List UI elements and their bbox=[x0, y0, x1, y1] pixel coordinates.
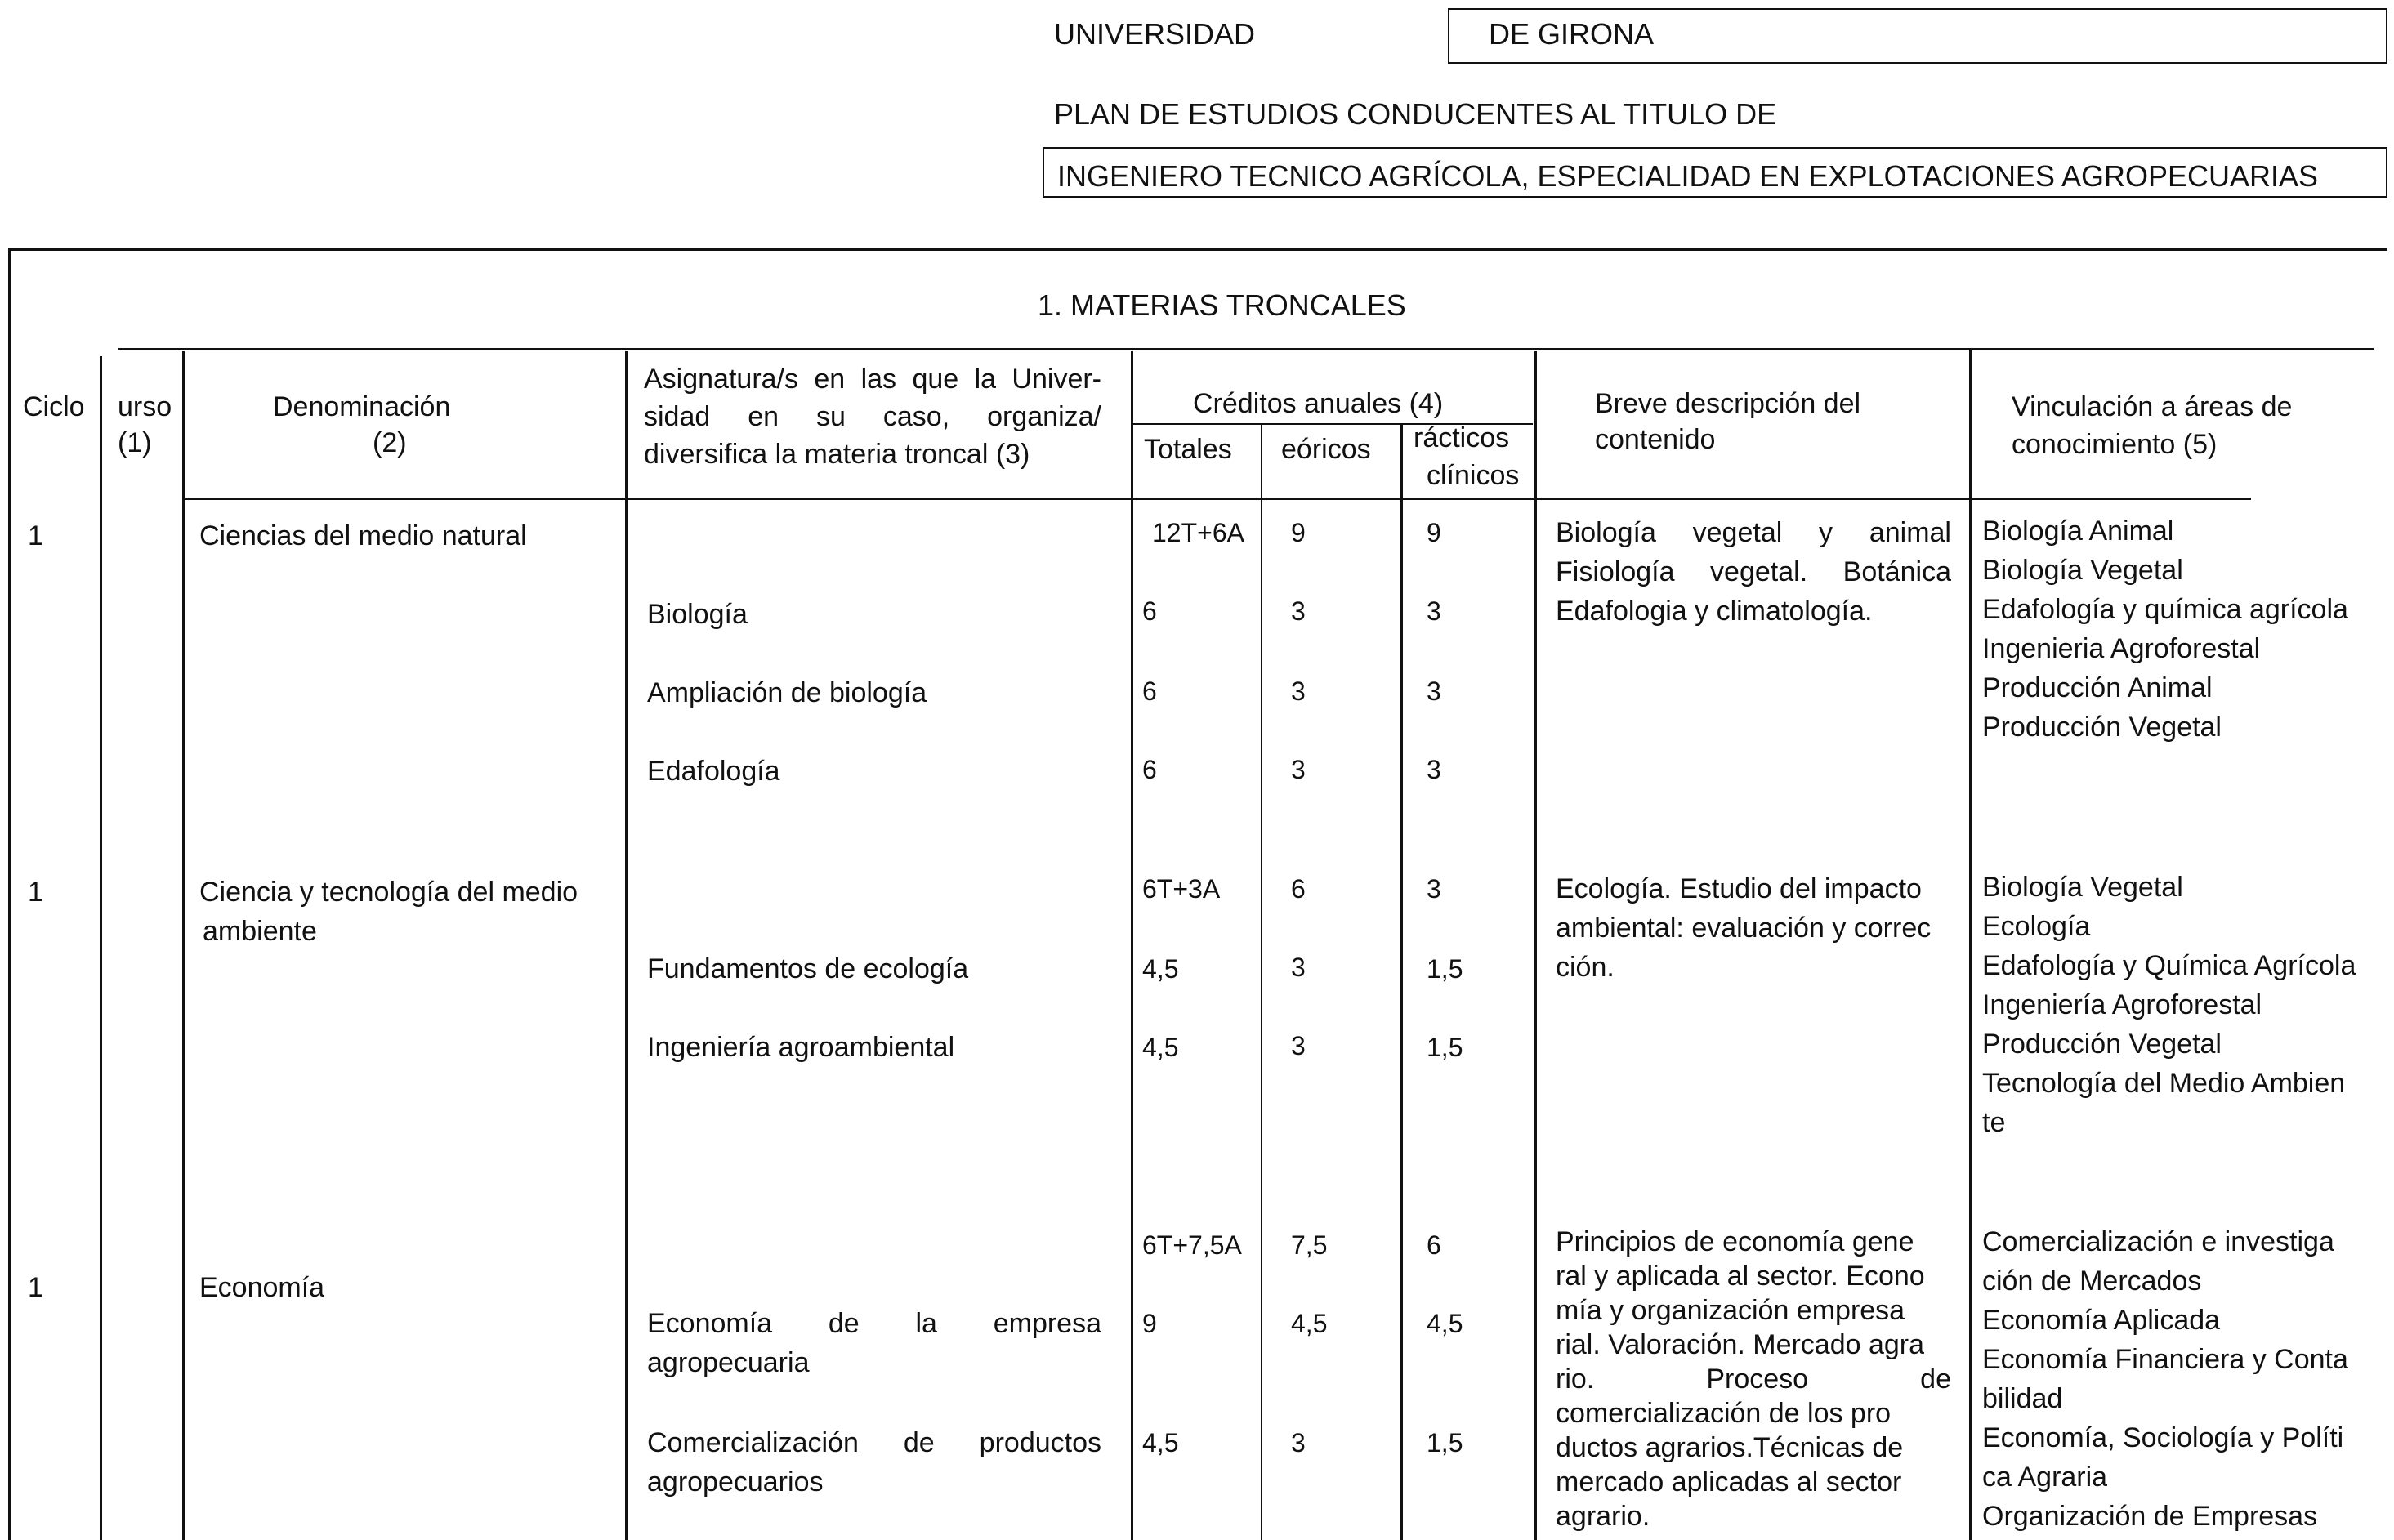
practicos-cell: 4,5 bbox=[1427, 1309, 1463, 1338]
area-line: Ingeniería Agroforestal bbox=[1982, 989, 2262, 1020]
totales-cell: 6T+7,5A bbox=[1142, 1230, 1242, 1260]
teoricos-cell: 3 bbox=[1291, 596, 1306, 626]
col-rule-4 bbox=[1131, 351, 1133, 1540]
col-creditos: Créditos anuales (4) bbox=[1193, 388, 1444, 419]
descripcion-line: rial. Valoración. Mercado agra bbox=[1556, 1329, 1925, 1360]
col-rule-5 bbox=[1261, 425, 1262, 1540]
area-line: Organización de Empresas bbox=[1982, 1501, 2318, 1532]
col-curso: urso bbox=[118, 391, 172, 422]
totales-cell: 12T+6A bbox=[1152, 518, 1244, 547]
practicos-cell: 1,5 bbox=[1427, 1428, 1463, 1457]
denominacion-cell: Ciencia y tecnología del medio bbox=[199, 877, 578, 908]
area-line: Ecología bbox=[1982, 911, 2091, 942]
totales-cell: 9 bbox=[1142, 1309, 1157, 1338]
table-top-rule bbox=[118, 348, 2374, 350]
area-line: Producción Vegetal bbox=[1982, 1029, 2222, 1060]
area-line: ción de Mercados bbox=[1982, 1265, 2202, 1297]
totales-cell: 4,5 bbox=[1142, 1428, 1179, 1457]
totales-cell: 6 bbox=[1142, 676, 1157, 706]
col-practicos-l1: rácticos bbox=[1414, 422, 1510, 453]
asignatura-cell: Economía de la empresa bbox=[647, 1308, 1101, 1339]
col-rule-7 bbox=[1534, 351, 1537, 1540]
area-line: Producción Animal bbox=[1982, 672, 2213, 703]
descripcion-line: Fisiología vegetal. Botánica bbox=[1556, 556, 1951, 587]
col-asignatura-l3: diversifica la materia troncal (3) bbox=[644, 439, 1030, 470]
col-asignatura-l2: sidad en su caso, organiza/ bbox=[644, 401, 1101, 432]
practicos-cell: 6 bbox=[1427, 1230, 1441, 1260]
ciclo-cell: 1 bbox=[28, 520, 43, 551]
practicos-cell: 3 bbox=[1427, 755, 1441, 784]
teoricos-cell: 7,5 bbox=[1291, 1230, 1328, 1260]
teoricos-cell: 3 bbox=[1291, 755, 1306, 784]
area-line: Comercialización e investiga bbox=[1982, 1226, 2334, 1257]
col-breve-l2: contenido bbox=[1595, 424, 1716, 455]
descripcion-line: ductos agrarios.Técnicas de bbox=[1556, 1432, 1904, 1463]
descripcion-line: ral y aplicada al sector. Econo bbox=[1556, 1261, 1925, 1292]
practicos-cell: 3 bbox=[1427, 596, 1441, 626]
area-line: te bbox=[1982, 1107, 2006, 1138]
denominacion-cell: Ciencias del medio natural bbox=[199, 520, 527, 551]
descripcion-line: ción. bbox=[1556, 952, 1615, 983]
asignatura-cell: Fundamentos de ecología bbox=[647, 953, 969, 984]
asignatura-cell: Edafología bbox=[647, 756, 780, 787]
col-rule-2 bbox=[182, 351, 185, 1540]
asignatura-cell: Biología bbox=[647, 599, 748, 630]
totales-cell: 6 bbox=[1142, 755, 1157, 784]
area-line: Biología Vegetal bbox=[1982, 872, 2183, 903]
asignatura-cell: Comercialización de productos bbox=[647, 1427, 1101, 1458]
teoricos-cell: 3 bbox=[1291, 953, 1306, 982]
ciclo-cell: 1 bbox=[28, 1272, 43, 1303]
col-rule-3 bbox=[625, 351, 628, 1540]
plan-label: PLAN DE ESTUDIOS CONDUCENTES AL TITULO DE bbox=[1054, 97, 1777, 131]
col-rule-1 bbox=[100, 356, 102, 1540]
teoricos-cell: 3 bbox=[1291, 676, 1306, 706]
section-title: 1. MATERIAS TRONCALES bbox=[1038, 288, 1406, 322]
area-line: bilidad bbox=[1982, 1383, 2063, 1414]
col-ciclo: Ciclo bbox=[23, 391, 85, 422]
area-line: Biología Animal bbox=[1982, 516, 2174, 547]
teoricos-cell: 3 bbox=[1291, 1428, 1306, 1457]
totales-cell: 6 bbox=[1142, 596, 1157, 626]
area-line: Ingenieria Agroforestal bbox=[1982, 633, 2261, 664]
col-totales: Totales bbox=[1144, 434, 1232, 465]
teoricos-cell: 9 bbox=[1291, 518, 1306, 547]
descripcion-line: Biología vegetal y animal bbox=[1556, 517, 1951, 548]
descripcion-line: ambiental: evaluación y correc bbox=[1556, 913, 1932, 944]
asignatura-cell: agropecuarios bbox=[647, 1466, 824, 1498]
practicos-cell: 3 bbox=[1427, 676, 1441, 706]
col-asignatura-l1: Asignatura/s en las que la Univer- bbox=[644, 364, 1101, 395]
descripcion-line: Principios de economía gene bbox=[1556, 1226, 1914, 1257]
asignatura-cell: Ingeniería agroambiental bbox=[647, 1032, 955, 1063]
practicos-cell: 9 bbox=[1427, 518, 1441, 547]
totales-cell: 6T+3A bbox=[1142, 874, 1221, 904]
area-line: Economía Aplicada bbox=[1982, 1305, 2221, 1336]
descripcion-line: agrario. bbox=[1556, 1501, 1650, 1532]
denominacion-cell: Economía bbox=[199, 1272, 325, 1303]
col-teoricos: eóricos bbox=[1281, 434, 1371, 465]
descripcion-line: Edafologia y climatología. bbox=[1556, 596, 1873, 627]
col-breve-l1: Breve descripción del bbox=[1595, 388, 1861, 419]
universidad-label: UNIVERSIDAD bbox=[1054, 17, 1256, 51]
area-line: Edafología y química agrícola bbox=[1982, 594, 2348, 625]
ciclo-cell: 1 bbox=[28, 877, 43, 908]
descripcion-line: comercialización de los pro bbox=[1556, 1398, 1892, 1429]
col-vinc-l2: conocimiento (5) bbox=[2012, 429, 2218, 460]
col-denominacion: Denominación bbox=[273, 391, 451, 422]
col-practicos-l2: clínicos bbox=[1427, 460, 1520, 491]
titulo-value: INGENIERO TECNICO AGRÍCOLA, ESPECIALIDAD EN EXPLOTACIONES AGROPECUARIAS bbox=[1057, 159, 2319, 193]
practicos-cell: 1,5 bbox=[1427, 954, 1463, 984]
descripcion-line: rio. Proceso de bbox=[1556, 1364, 1951, 1395]
col-rule-6 bbox=[1400, 425, 1403, 1540]
area-line: Edafología y Química Agrícola bbox=[1982, 950, 2356, 981]
col-vinc-l1: Vinculación a áreas de bbox=[2012, 391, 2293, 422]
frame-left-rule bbox=[8, 248, 11, 1540]
practicos-cell: 3 bbox=[1427, 874, 1441, 904]
frame-top-rule bbox=[8, 248, 2387, 251]
universidad-value: DE GIRONA bbox=[1489, 17, 1655, 51]
area-line: Biología Vegetal bbox=[1982, 555, 2183, 586]
teoricos-cell: 4,5 bbox=[1291, 1309, 1328, 1338]
descripcion-line: Ecología. Estudio del impacto bbox=[1556, 873, 1922, 904]
col-curso-num: (1) bbox=[118, 427, 152, 458]
totales-cell: 4,5 bbox=[1142, 954, 1179, 984]
col-denominacion-num: (2) bbox=[373, 427, 407, 458]
asignatura-cell: Ampliación de biología bbox=[647, 677, 927, 708]
descripcion-line: mercado aplicadas al sector bbox=[1556, 1466, 1902, 1498]
teoricos-cell: 6 bbox=[1291, 874, 1306, 904]
teoricos-cell: 3 bbox=[1291, 1031, 1306, 1060]
col-rule-8 bbox=[1969, 350, 1972, 1540]
area-line: Tecnología del Medio Ambien bbox=[1982, 1068, 2346, 1099]
asignatura-cell: agropecuaria bbox=[647, 1347, 810, 1378]
area-line: Producción Vegetal bbox=[1982, 712, 2222, 743]
area-line: ca Agraria bbox=[1982, 1462, 2108, 1493]
denominacion-cell: ambiente bbox=[203, 916, 317, 947]
totales-cell: 4,5 bbox=[1142, 1033, 1179, 1062]
area-line: Economía, Sociología y Políti bbox=[1982, 1422, 2344, 1453]
header-bottom-rule bbox=[184, 498, 2251, 500]
practicos-cell: 1,5 bbox=[1427, 1033, 1463, 1062]
descripcion-line: mía y organización empresa bbox=[1556, 1295, 1905, 1326]
area-line: Economía Financiera y Conta bbox=[1982, 1344, 2348, 1375]
